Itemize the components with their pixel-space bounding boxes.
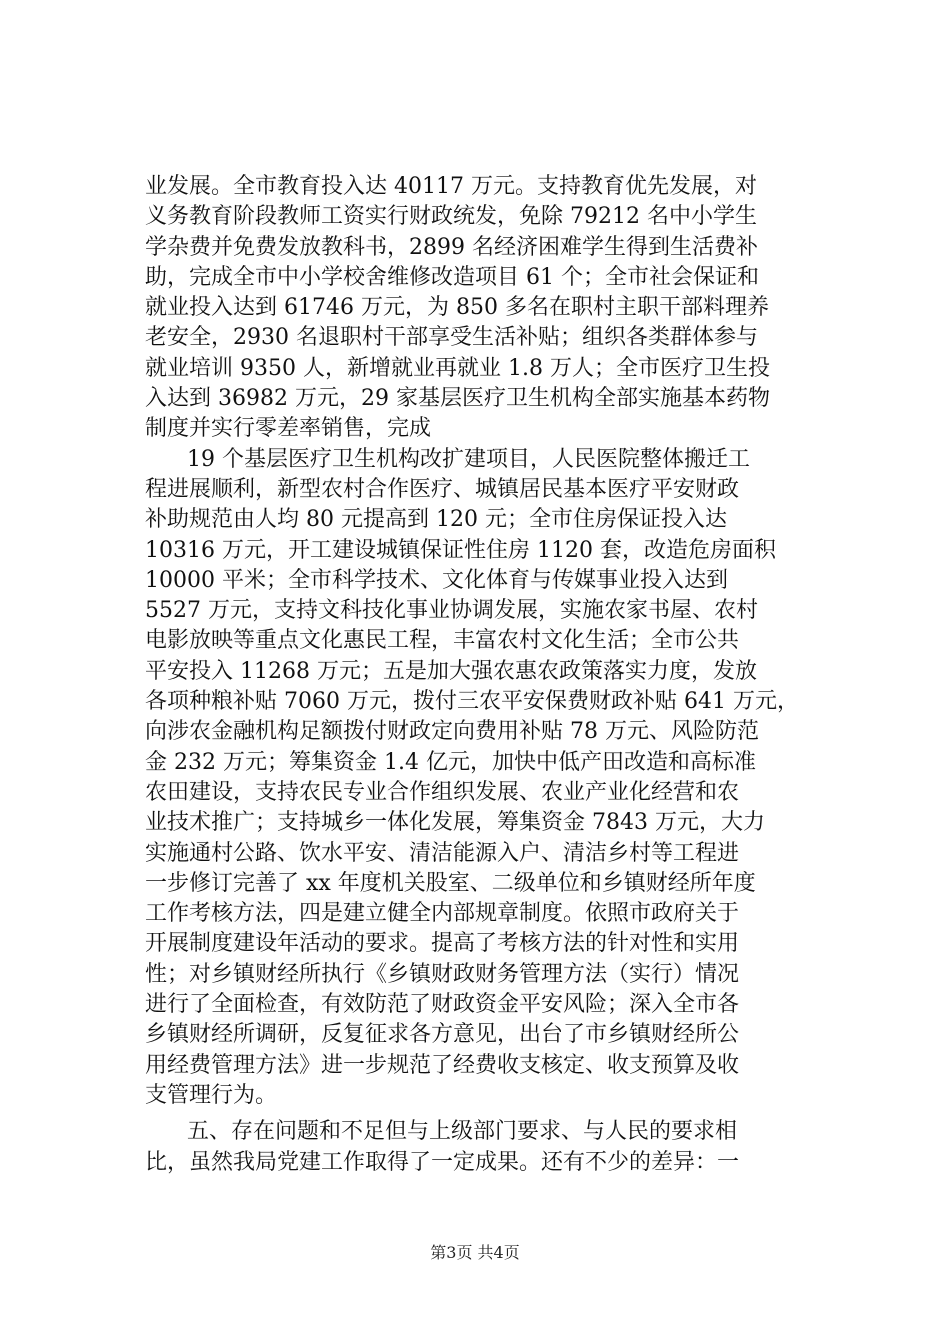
text-line: 开展制度建设年活动的要求。提高了考核方法的针对性和实用 — [145, 931, 740, 957]
text-line: 老安全，2930 名退职村干部享受生活补贴；组织各类群体参与 — [145, 325, 758, 351]
page-footer: 第3页 共4页 — [430, 1243, 520, 1262]
text-line: 就业投入达到 61746 万元，为 850 多名在职村主职干部料理养 — [145, 295, 769, 321]
text-line: 助，完成全市中小学校舍维修改造项目 61 个；全市社会保证和 — [145, 264, 759, 290]
text-line: 10000 平米；全市科学技术、文化体育与传媒事业投入达到 — [145, 567, 728, 593]
text-line: 程进展顺利，新型农村合作医疗、城镇居民基本医疗平安财政 — [145, 476, 740, 502]
text-line: 实施通村公路、饮水平安、清洁能源入户、清洁乡村等工程进 — [145, 840, 740, 866]
text-line: 入达到 36982 万元，29 家基层医疗卫生机构全部实施基本药物 — [145, 386, 770, 412]
body-text — [145, 172, 827, 1178]
text-line: 各项种粮补贴 7060 万元，拨付三农平安保费财政补贴 641 万元， — [145, 689, 799, 715]
text-line: 支管理行为。 — [145, 1082, 278, 1108]
text-line: 业发展。全市教育投入达 40117 万元。支持教育优先发展，对 — [145, 174, 757, 199]
text-line: 性；对乡镇财经所执行《乡镇财政财务管理方法（实行）情况 — [145, 961, 740, 987]
text-line: 金 232 万元；筹集资金 1.4 亿元，加快中低产田改造和高标准 — [145, 749, 756, 775]
paragraph-start-line: 五、存在问题和不足但与上级部门要求、与人民的要求相 — [187, 1119, 738, 1145]
text-line: 业技术推广；支持城乡一体化发展，筹集资金 7843 万元，大力 — [145, 810, 765, 836]
text-line: 工作考核方法，四是建立健全内部规章制度。依照市政府关于 — [145, 901, 740, 927]
text-line: 进行了全面检查，有效防范了财政资金平安风险；深入全市各 — [145, 992, 740, 1018]
text-line: 电影放映等重点文化惠民工程，丰富农村文化生活；全市公共 — [145, 628, 740, 654]
text-line: 一步修订完善了 xx 年度机关股室、二级单位和乡镇财经所年度 — [145, 870, 756, 896]
text-line: 学杂费并免费发放教科书，2899 名经济困难学生得到生活费补 — [145, 234, 758, 260]
text-line: 补助规范由人均 80 元提高到 120 元；全市住房保证投入达 — [145, 507, 727, 533]
text-line: 制度并实行零差率销售，完成 — [145, 416, 432, 442]
text-line: 平安投入 11268 万元；五是加大强农惠农政策落实力度，发放 — [145, 658, 757, 684]
text-line: 乡镇财经所调研，反复征求各方意见，出台了市乡镇财经所公 — [145, 1022, 740, 1048]
text-line: 10316 万元，开工建设城镇保证性住房 1120 套，改造危房面积 — [145, 537, 776, 563]
text-line: 向涉农金融机构足额拨付财政定向费用补贴 78 万元、风险防范 — [145, 719, 759, 745]
text-line: 用经费管理方法》进一步规范了经费收支核定、收支预算及收 — [145, 1052, 740, 1078]
text-line: 义务教育阶段教师工资实行财政统发，免除 79212 名中小学生 — [145, 204, 757, 230]
paragraph-start-line: 19 个基层医疗卫生机构改扩建项目，人民医院整体搬迁工 — [187, 446, 750, 472]
text-line: 农田建设，支持农民专业合作组织发展、农业产业化经营和农 — [145, 779, 740, 805]
text-line: 比，虽然我局党建工作取得了一定成果。还有不少的差异：一 — [145, 1149, 740, 1175]
text-line: 就业培训 9350 人，新增就业再就业 1.8 万人；全市医疗卫生投 — [145, 355, 770, 381]
text-line: 5527 万元，支持文科技化事业协调发展，实施农家书屋、农村 — [145, 598, 758, 624]
